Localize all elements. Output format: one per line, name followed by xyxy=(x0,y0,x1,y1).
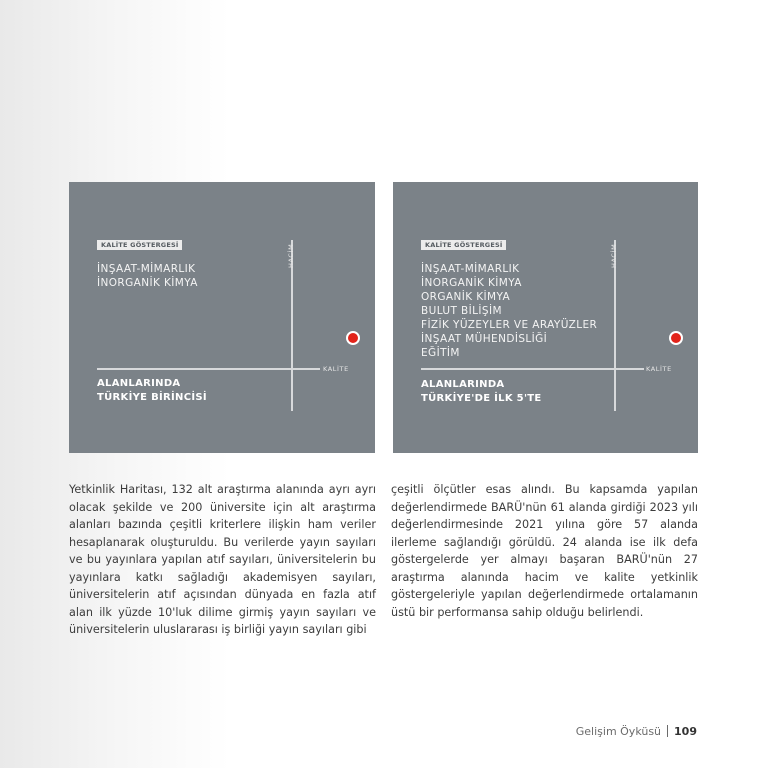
quality-indicator-tag: KALİTE GÖSTERGESİ xyxy=(97,240,182,250)
field-item: BULUT BİLİŞİM xyxy=(421,305,502,317)
field-item: FİZİK YÜZEYLER VE ARAYÜZLER xyxy=(421,319,598,331)
panel-bottom-title xyxy=(97,377,207,405)
page-number: 109 xyxy=(674,725,697,738)
quality-indicator-tag: KALİTE GÖSTERGESİ xyxy=(421,240,506,250)
quality-panel-right xyxy=(393,182,698,453)
body-text-right: çeşitli ölçütler esas alındı. Bu kapsamda yapılan değerlendirmede BARÜ'nün 61 alanda girdiği 2023 yılı değerlendirmesinde 2021 yılına göre 57 alanda ilerleme sağlandığı görüldü. 24 alanda ise ilk defa göstergelerde yer almayı başaran BARÜ'nün 27 araştırma alanında hacim ve kalite yetkinlik göstergeleriyle yapılan değerlendirmede ortalamanın üstü bir performansa sahip olduğu belirlendi. xyxy=(391,483,698,619)
field-item: EĞİTİM xyxy=(421,347,460,359)
field-item: İNŞAAT MÜHENDİSLİĞİ xyxy=(421,333,548,345)
bottom-title-line: ALANLARINDA xyxy=(421,379,505,390)
quality-axis-line xyxy=(421,368,644,370)
field-list xyxy=(97,262,198,290)
quality-axis-label: KALİTE xyxy=(646,365,672,373)
footer-divider xyxy=(667,725,668,737)
body-text-left: Yetkinlik Haritası, 132 alt araştırma alanında ayrı ayrı olacak şekilde ve 200 üniversite için alt araştırma alanları bazında çeşitli kriterlere ilişkin ham veriler hesaplanarak oluşturuldu. Bu verilerde yayın sayıları ve bu yayınlara yapılan atıf sayıları, üniversitelerin bu yayınlara katkı sağladığı akademisyen sayıları, üniversitelerin atıf açısından dünyada en fazla atıf alan ilk yüzde 10'luk dilime girmiş yayın sayıları ve üniversitelerin uluslararası iş birliği yayın sayıları gibi xyxy=(69,483,376,636)
field-item: İNORGANİK KİMYA xyxy=(421,277,522,289)
bottom-title-line: TÜRKİYE'DE İLK 5'TE xyxy=(421,393,542,404)
field-item: ORGANİK KİMYA xyxy=(421,291,511,303)
field-item: İNŞAAT-MİMARLIK xyxy=(97,263,196,275)
page-footer xyxy=(576,725,697,738)
field-item: İNŞAAT-MİMARLIK xyxy=(421,263,520,275)
section-title: Gelişim Öyküsü xyxy=(575,725,662,738)
marker-dot xyxy=(669,331,683,345)
bottom-title-line: TÜRKİYE BİRİNCİSİ xyxy=(97,392,207,403)
panel-bottom-title xyxy=(421,378,542,406)
quality-panel-left xyxy=(69,182,375,453)
bottom-title-line: ALANLARINDA xyxy=(97,378,181,389)
field-list xyxy=(421,262,597,360)
volume-axis-label: HACİM xyxy=(287,243,295,268)
marker-dot xyxy=(346,331,360,345)
volume-axis-label: HACİM xyxy=(610,243,618,268)
quality-axis-line xyxy=(97,368,320,370)
quality-axis-label: KALİTE xyxy=(323,365,349,373)
field-item: İNORGANİK KİMYA xyxy=(97,277,198,289)
